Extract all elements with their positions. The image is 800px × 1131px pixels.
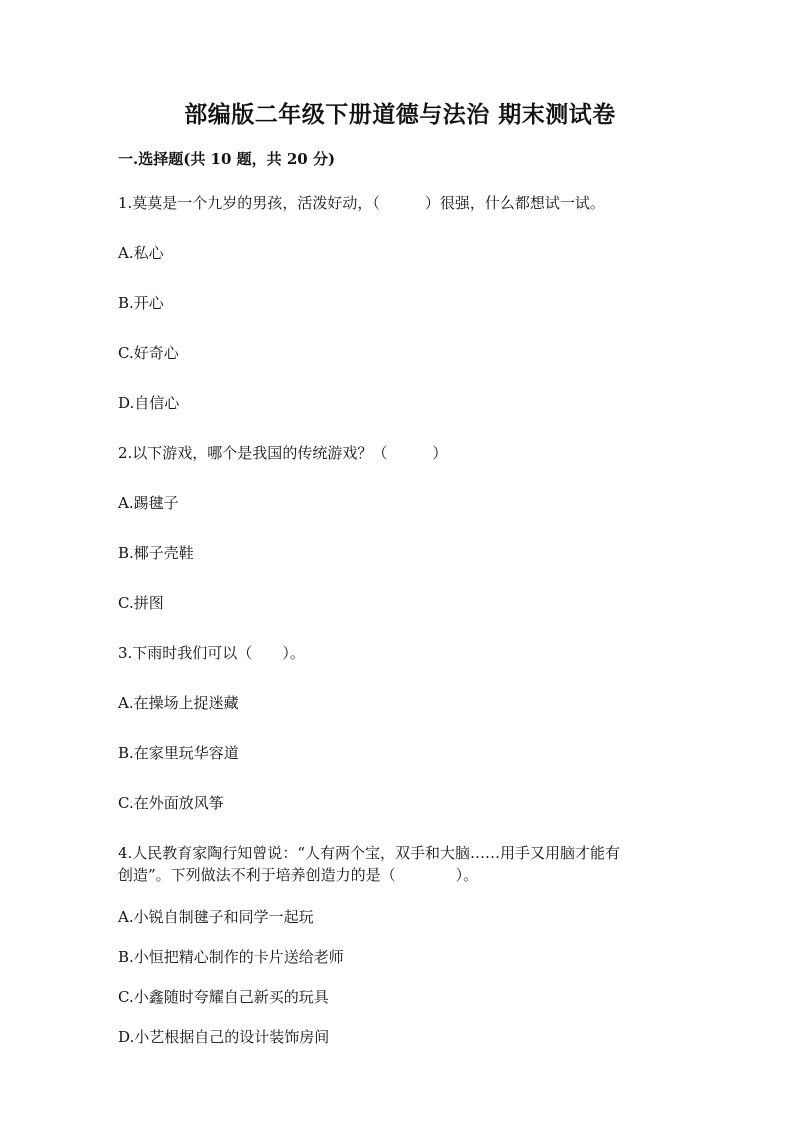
- question-2-text: 2.以下游戏，哪个是我国的传统游戏？（ ）: [118, 444, 448, 462]
- question-3-text: 3.下雨时我们可以（ ）。: [118, 644, 305, 662]
- question-1-option-c: C.好奇心: [118, 344, 179, 362]
- question-2-option-b: B.椰子壳鞋: [118, 544, 194, 562]
- question-1-option-a: A.私心: [118, 244, 164, 262]
- question-4-option-d: D.小艺根据自己的设计装饰房间: [118, 1028, 330, 1046]
- question-3-option-a: A.在操场上捉迷藏: [118, 694, 239, 712]
- question-4-text-line-2: 创造”。下列做法不利于培养创造力的是（ ）。: [118, 866, 479, 884]
- question-1-option-b: B.开心: [118, 294, 164, 312]
- question-3-option-b: B.在家里玩华容道: [118, 744, 239, 762]
- question-3-option-c: C.在外面放风筝: [118, 794, 224, 812]
- question-1-text: 1.莫莫是一个九岁的男孩，活泼好动，（ ）很强，什么都想试一试。: [118, 194, 605, 212]
- section-heading: 一.选择题(共 10 题，共 20 分): [118, 150, 336, 168]
- question-1-option-d: D.自信心: [118, 394, 180, 412]
- question-4-option-a: A.小锐自制毽子和同学一起玩: [118, 908, 314, 926]
- question-4-option-c: C.小鑫随时夸耀自己新买的玩具: [118, 988, 329, 1006]
- page-title: 部编版二年级下册道德与法治 期末测试卷: [184, 101, 616, 128]
- question-4-text-line-1: 4.人民教育家陶行知曾说：“人有两个宝，双手和大脑……用手又用脑才能有: [118, 844, 620, 862]
- question-2-option-c: C.拼图: [118, 594, 164, 612]
- question-2-option-a: A.踢毽子: [118, 494, 179, 512]
- question-4-option-b: B.小恒把精心制作的卡片送给老师: [118, 948, 344, 966]
